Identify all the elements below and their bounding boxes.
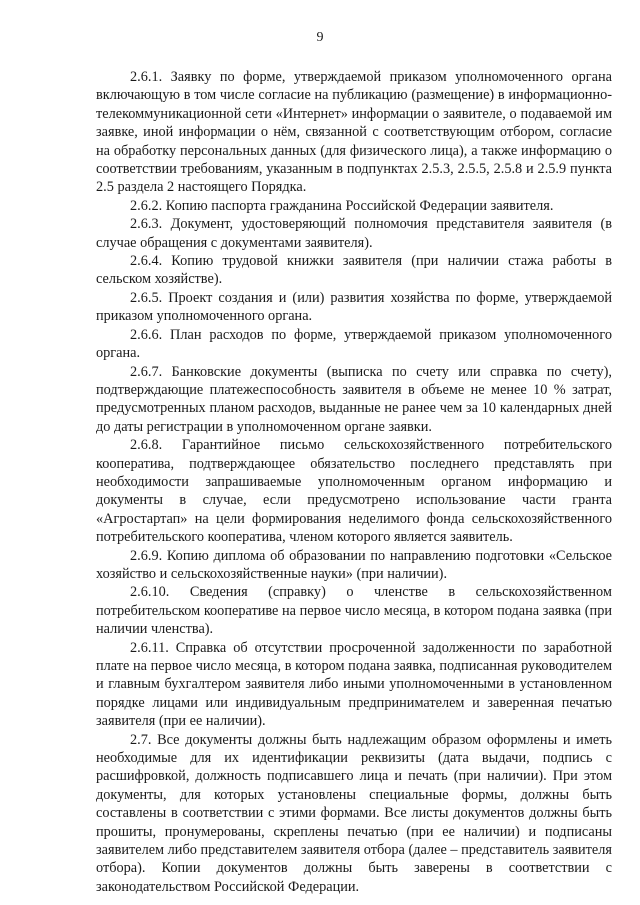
paragraph-2-6-7: 2.6.7. Банковские документы (выписка по счету или справка по счету), подтверждающие платежеспособность заявителя в объеме не менее 10 % затрат, предусмотренных планом расходов, выданные не ранее чем за 10 календарных дней до даты регистрации в уполномоченном органе заявки. [96, 363, 612, 435]
paragraph-2-6-4: 2.6.4. Копию трудовой книжки заявителя (при наличии стажа работы в сельском хозяйстве). [96, 253, 612, 288]
page-number: 9 [316, 30, 324, 45]
paragraph-2-6-1: 2.6.1. Заявку по форме, утверждаемой приказом уполномоченного органа включающую в том числе согласие на публикацию (размещение) в информационно-телекоммуникационной сети «Интернет» информации о заявителе, о подаваемой им заявке, иной информации о нём, связанной с соответствующим отбором, согласие на обработку персональных данных (для физического лица), а также информацию о соответствии требованиям, указанным в подпунктах 2.5.3, 2.5.5, 2.5.8 и 2.5.9 пункта 2.5 раздела 2 настоящего Порядка. [96, 69, 612, 196]
paragraph-2-7: 2.7. Все документы должны быть надлежащим образом оформлены и иметь необходимые для их идентификации реквизиты (дата выдачи, подпись с расшифровкой, должность подписавшего лица и печать (при наличии). При этом документы, для которых установлены специальные формы, должны быть составлены в соответствии с этими формами. Все листы документов должны быть прошиты, пронумерованы, скреплены печатью (при ее наличии) и подписаны заявителем либо представителем заявителя отбора (далее – представитель заявителя отбора). Копии документов должны быть заверены в соответствии с законодательством Российской Федерации. [96, 731, 612, 895]
paragraph-2-6-6: 2.6.6. План расходов по форме, утверждаемой приказом уполномоченного органа. [96, 326, 612, 362]
paragraph-2-6-5: 2.6.5. Проект создания и (или) развития хозяйства по форме, утверждаемой приказом уполномоченного органа. [96, 289, 612, 325]
paragraph-2-6-10: 2.6.10. Сведения (справку) о членстве в сельскохозяйственном потребительском кооперативе на первое число месяца, в котором подана заявка (при наличии членства). [96, 584, 612, 638]
paragraph-2-6-8: 2.6.8. Гарантийное письмо сельскохозяйственного потребительского кооператива, подтверждающее обязательство последнего представлять при необходимости запрашиваемые уполномоченным органом информацию и документы в случае, если предусмотрено использование части гранта «Агростартап» на цели формирования неделимого фонда сельскохозяйственного потребительского кооператива, членом которого является заявитель. [96, 437, 612, 546]
paragraph-2-6-9: 2.6.9. Копию диплома об образовании по направлению подготовки «Сельское хозяйство и сельскохозяйственные науки» (при наличии). [96, 547, 612, 582]
paragraph-2-6-3: 2.6.3. Документ, удостоверяющий полномочия представителя заявителя (в случае обращения с документами заявителя). [96, 216, 612, 251]
paragraph-2-6-11: 2.6.11. Справка об отсутствии просроченной задолженности по заработной плате на первое число месяца, в котором подана заявка, подписанная руководителем и главным бухгалтером заявителя либо иными уполномоченными в установленном порядке лицами или индивидуальным предпринимателем и заверенная печатью заявителя (при ее наличии). [96, 639, 612, 730]
document-body [96, 68, 612, 896]
paragraph-2-6-2: 2.6.2. Копию паспорта гражданина Российской Федерации заявителя. [130, 197, 554, 214]
